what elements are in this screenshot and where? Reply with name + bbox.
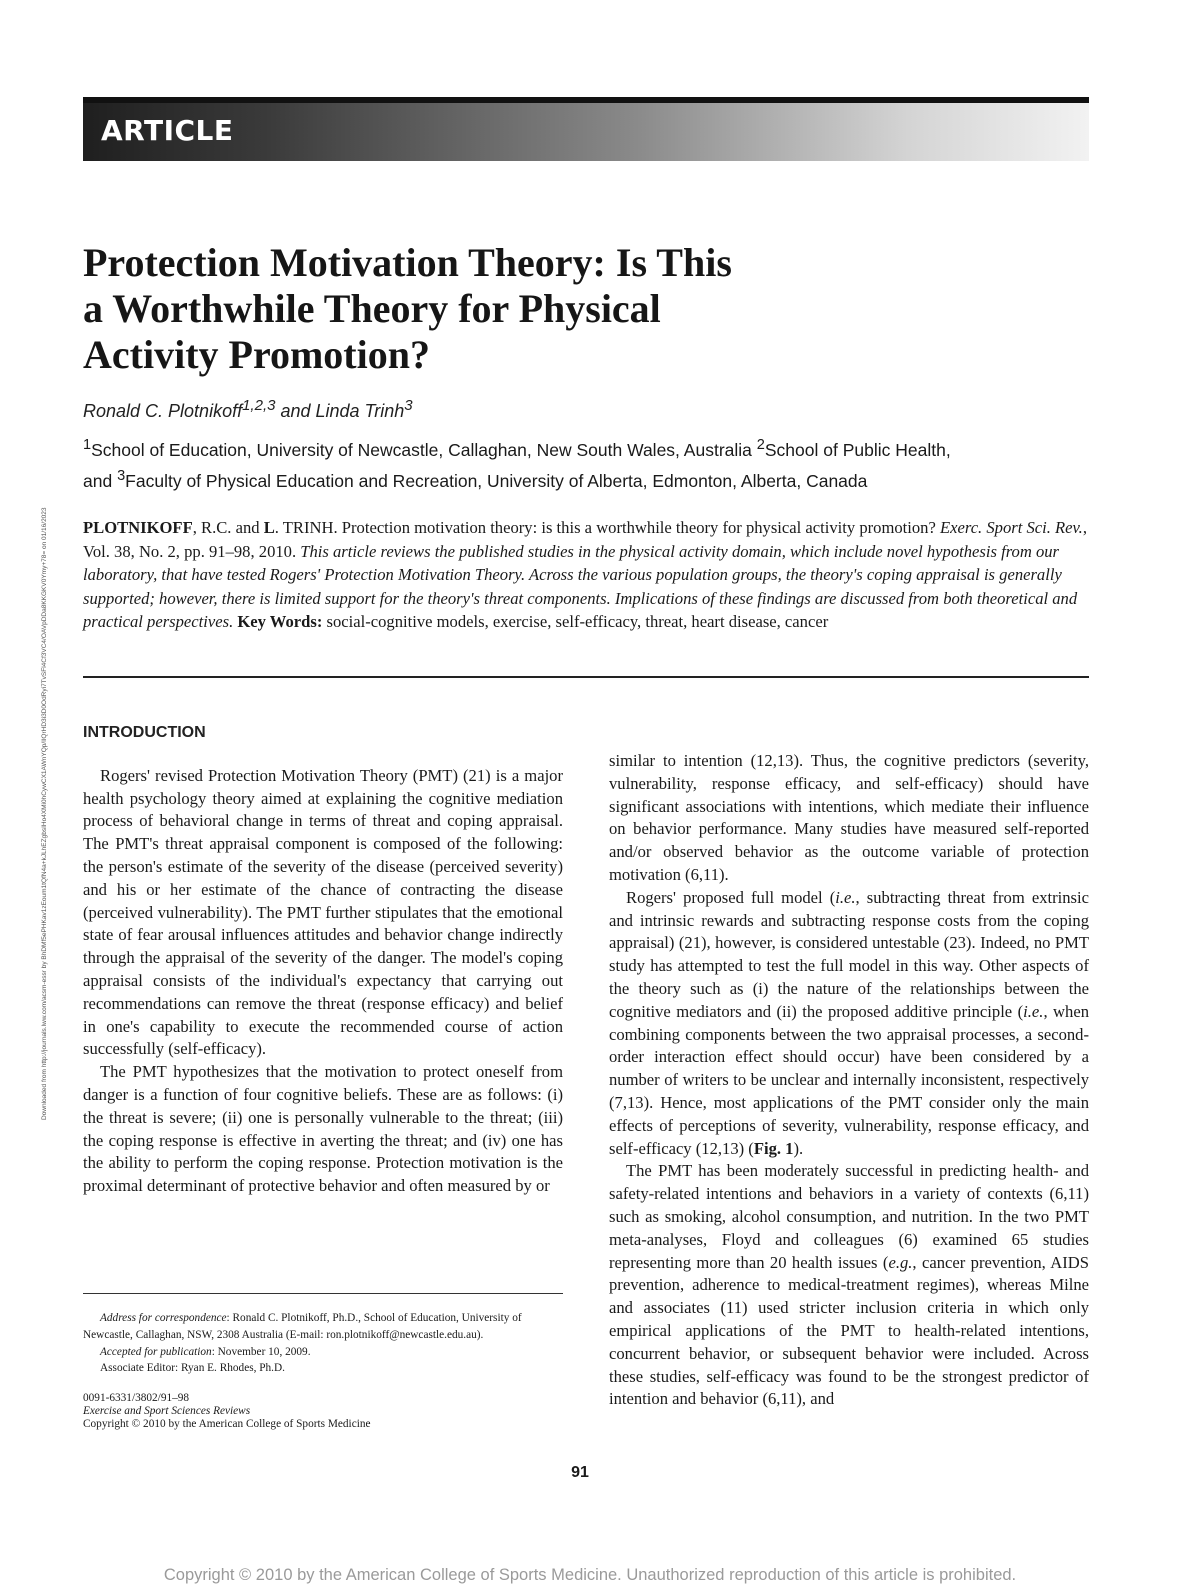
author-2-affil: 3 [404, 397, 413, 414]
page-number: 91 [571, 1464, 589, 1481]
article-banner [83, 97, 1089, 161]
affil-sup-3: 3 [117, 467, 126, 484]
accepted-date: : November 10, 2009. [211, 1345, 311, 1358]
publication-info [83, 1392, 563, 1431]
download-watermark: Downloaded from http://journals.lww.com/acsm-essr by BhDMf5ePHKav1zEoum1tQfN4a+kJLhEZgbsIHo4XMi0hCywCX1AWnYQp/IlQrHD3i3D0OdRyi7TvSFl4Cf3VC4/OAVpDDa8KKGKV0Ymy+78= on 01/16/2023 [41, 507, 48, 1120]
correspondence-footnote [83, 1310, 563, 1377]
title-line-2: a Worthwhile Theory for Physical [83, 286, 661, 331]
p4-ie-2: i.e. [1023, 1001, 1044, 1021]
p5-text-b: , cancer prevention, AIDS prevention, adherence to medical-treatment regimes), whereas Milne and associates (11) used stricter inclusion criteria in which only empirical applications of the PMT to health-related intentions, concurrent behavior, or subsequent behavior were included. Across these studies, self-efficacy was found to be the strongest predictor of intention and behavior (6,11), and [609, 1252, 1089, 1409]
author-and: and [275, 401, 316, 421]
intro-paragraph-3: similar to intention (12,13). Thus, the cognitive predictors (severity, vulnerability, response efficacy, and self-efficacy) should have significant associations with intentions, which mediate their influence on behavior performance. Many studies have measured self-reported and/or observed behavior as the outcome variable of protection motivation (6,11). [609, 751, 1089, 884]
header-divider [83, 676, 1089, 678]
footnote-divider [83, 1293, 563, 1294]
intro-paragraph-5 [609, 1160, 1089, 1411]
section-heading-introduction: INTRODUCTION [83, 724, 206, 741]
p4-text-a: Rogers' proposed full model ( [626, 887, 836, 907]
author-1: Ronald C. Plotnikoff [83, 401, 243, 421]
abstract-journal: Exerc. Sport Sci. Rev. [939, 518, 1083, 537]
author-line [83, 397, 413, 422]
left-column [83, 722, 563, 1198]
p4-text-b: , subtracting threat from extrinsic and intrinsic rewards and subtracting response costs from the coping appraisal) (21), however, is considered untestable (23). Indeed, no PMT study has attempted to test the full model in this way. Other aspects of the theory such as (i) the nature of the relationships between the cognitive mediators and (ii) the proposed additive principle ( [609, 887, 1089, 1021]
author-2: Linda Trinh [315, 401, 405, 421]
journal-name: Exercise and Sport Sciences Reviews [83, 1405, 251, 1417]
abstract-citation-title: . TRINH. Protection motivation theory: is this a worthwhile theory for physical activity promotion? [274, 518, 936, 537]
accepted-label: Accepted for publication [100, 1345, 212, 1358]
affil-text-1: School of Education, University of Newcastle, Callaghan, New South Wales, Australia [91, 439, 757, 460]
right-column [609, 750, 1089, 1411]
intro-paragraph-4 [609, 887, 1089, 1161]
banner-label: ARTICLE [101, 114, 234, 147]
intro-paragraph-1: Rogers' revised Protection Motivation Theory (PMT) (21) is a major health psychology theory aimed at explaining the cognitive mediation process of behavioral change in terms of threat and coping appraisal. The PMT's threat appraisal component is composed of the following: the person's estimate of the severity of the disease (perceived severity) and his or her estimate of the chance of contracting the disease (perceived vulnerability). The PMT further stipulates that the emotional state of fear arousal influences attitudes and behavior change indirectly through the appraisal of the severity of the danger. The model's coping appraisal consists of the individual's expectancy that carrying out recommendations can remove the threat (response efficacy) and belief in one's capability to execute the recommended course of action successfully (self-efficacy). [83, 765, 563, 1059]
address-label: Address for correspondence [100, 1312, 227, 1324]
keywords: social-cognitive models, exercise, self-efficacy, threat, heart disease, cancer [322, 612, 829, 631]
issn: 0091-6331/3802/91–98 [83, 1392, 190, 1404]
address-text: : Ronald C. Plotnikoff, Ph.D., School of Education, University of Newcastle, Callaghan, NSW, 2308 Australia (E-mail: ron.plotnikoff@newcastle.edu.au). [83, 1312, 522, 1341]
intro-paragraph-2: The PMT hypothesizes that the motivation to protect oneself from danger is a function of four cognitive beliefs. These are as follows: (i) the threat is severe; (ii) one is personally vulnerable to the threat; (iii) the coping response is effective in averting the threat; and (iv) one has the ability to perform the coping response. Protection motivation is the proximal determinant of protective behavior and often measured by or [83, 1062, 563, 1196]
p5-text-a: The PMT has been moderately successful in predicting health- and safety-related intentions and behaviors in a variety of contexts (6,11) such as smoking, alcohol consumption, and nutrition. In the two PMT meta-analyses, Floyd and colleagues (6) examined 65 studies representing more than 20 health issues ( [609, 1161, 1089, 1272]
keywords-label: Key Words: [233, 612, 323, 631]
affil-sup-2: 2 [756, 437, 765, 453]
abstract-author-2-initial: L [263, 518, 275, 537]
bottom-copyright-notice: Copyright © 2010 by the American College of Sports Medicine. Unauthorized reproduction of this article is prohibited. [163, 1566, 1017, 1584]
p5-eg: e.g. [888, 1252, 913, 1272]
article-title [83, 240, 983, 378]
affiliations [83, 432, 1093, 494]
title-line-3: Activity Promotion? [83, 332, 430, 377]
affil-sup-1: 1 [83, 437, 92, 453]
author-1-affil: 1,2,3 [242, 397, 276, 414]
abstract [83, 516, 1091, 634]
abstract-author-1: PLOTNIKOFF [83, 518, 193, 537]
journal-copyright: Copyright © 2010 by the American College of Sports Medicine [83, 1418, 371, 1430]
abstract-citation: , Vol. 38, No. 2, pp. 91–98, 2010. [83, 518, 1087, 561]
affil-text-2: School of Public Health, [764, 439, 951, 460]
p4-ie-1: i.e. [835, 887, 856, 907]
title-line-1: Protection Motivation Theory: Is This [83, 240, 732, 285]
p4-text-d: ). [793, 1138, 804, 1158]
figure-1-link[interactable]: Fig. 1 [753, 1138, 794, 1158]
abstract-author-1-rest: , R.C. and [192, 518, 264, 537]
affil-text-4: Faculty of Physical Education and Recreation, University of Alberta, Edmonton, Alberta, Canada [125, 470, 868, 491]
p4-text-c: , when combining components between the two appraisal processes, a second-order interaction effect should occur) have been considered by a number of writers to be unclear and internally inconsistent, respectively (7,13). Hence, most applications of the PMT consider only the main effects of perceptions of severity, vulnerability, response efficacy, and self-efficacy (12,13) ( [609, 1001, 1089, 1158]
affil-text-3: and [83, 470, 118, 491]
abstract-summary: This article reviews the published studies in the physical activity domain, which include novel hypothesis from our laboratory, that have tested Rogers' Protection Motivation Theory. Across the various population groups, the theory's coping appraisal is generally supported; however, there is limited support for the theory's threat components. Implications of these findings are discussed from both theoretical and practical perspectives. [83, 541, 1078, 631]
associate-editor: Associate Editor: Ryan E. Rhodes, Ph.D. [100, 1362, 285, 1375]
